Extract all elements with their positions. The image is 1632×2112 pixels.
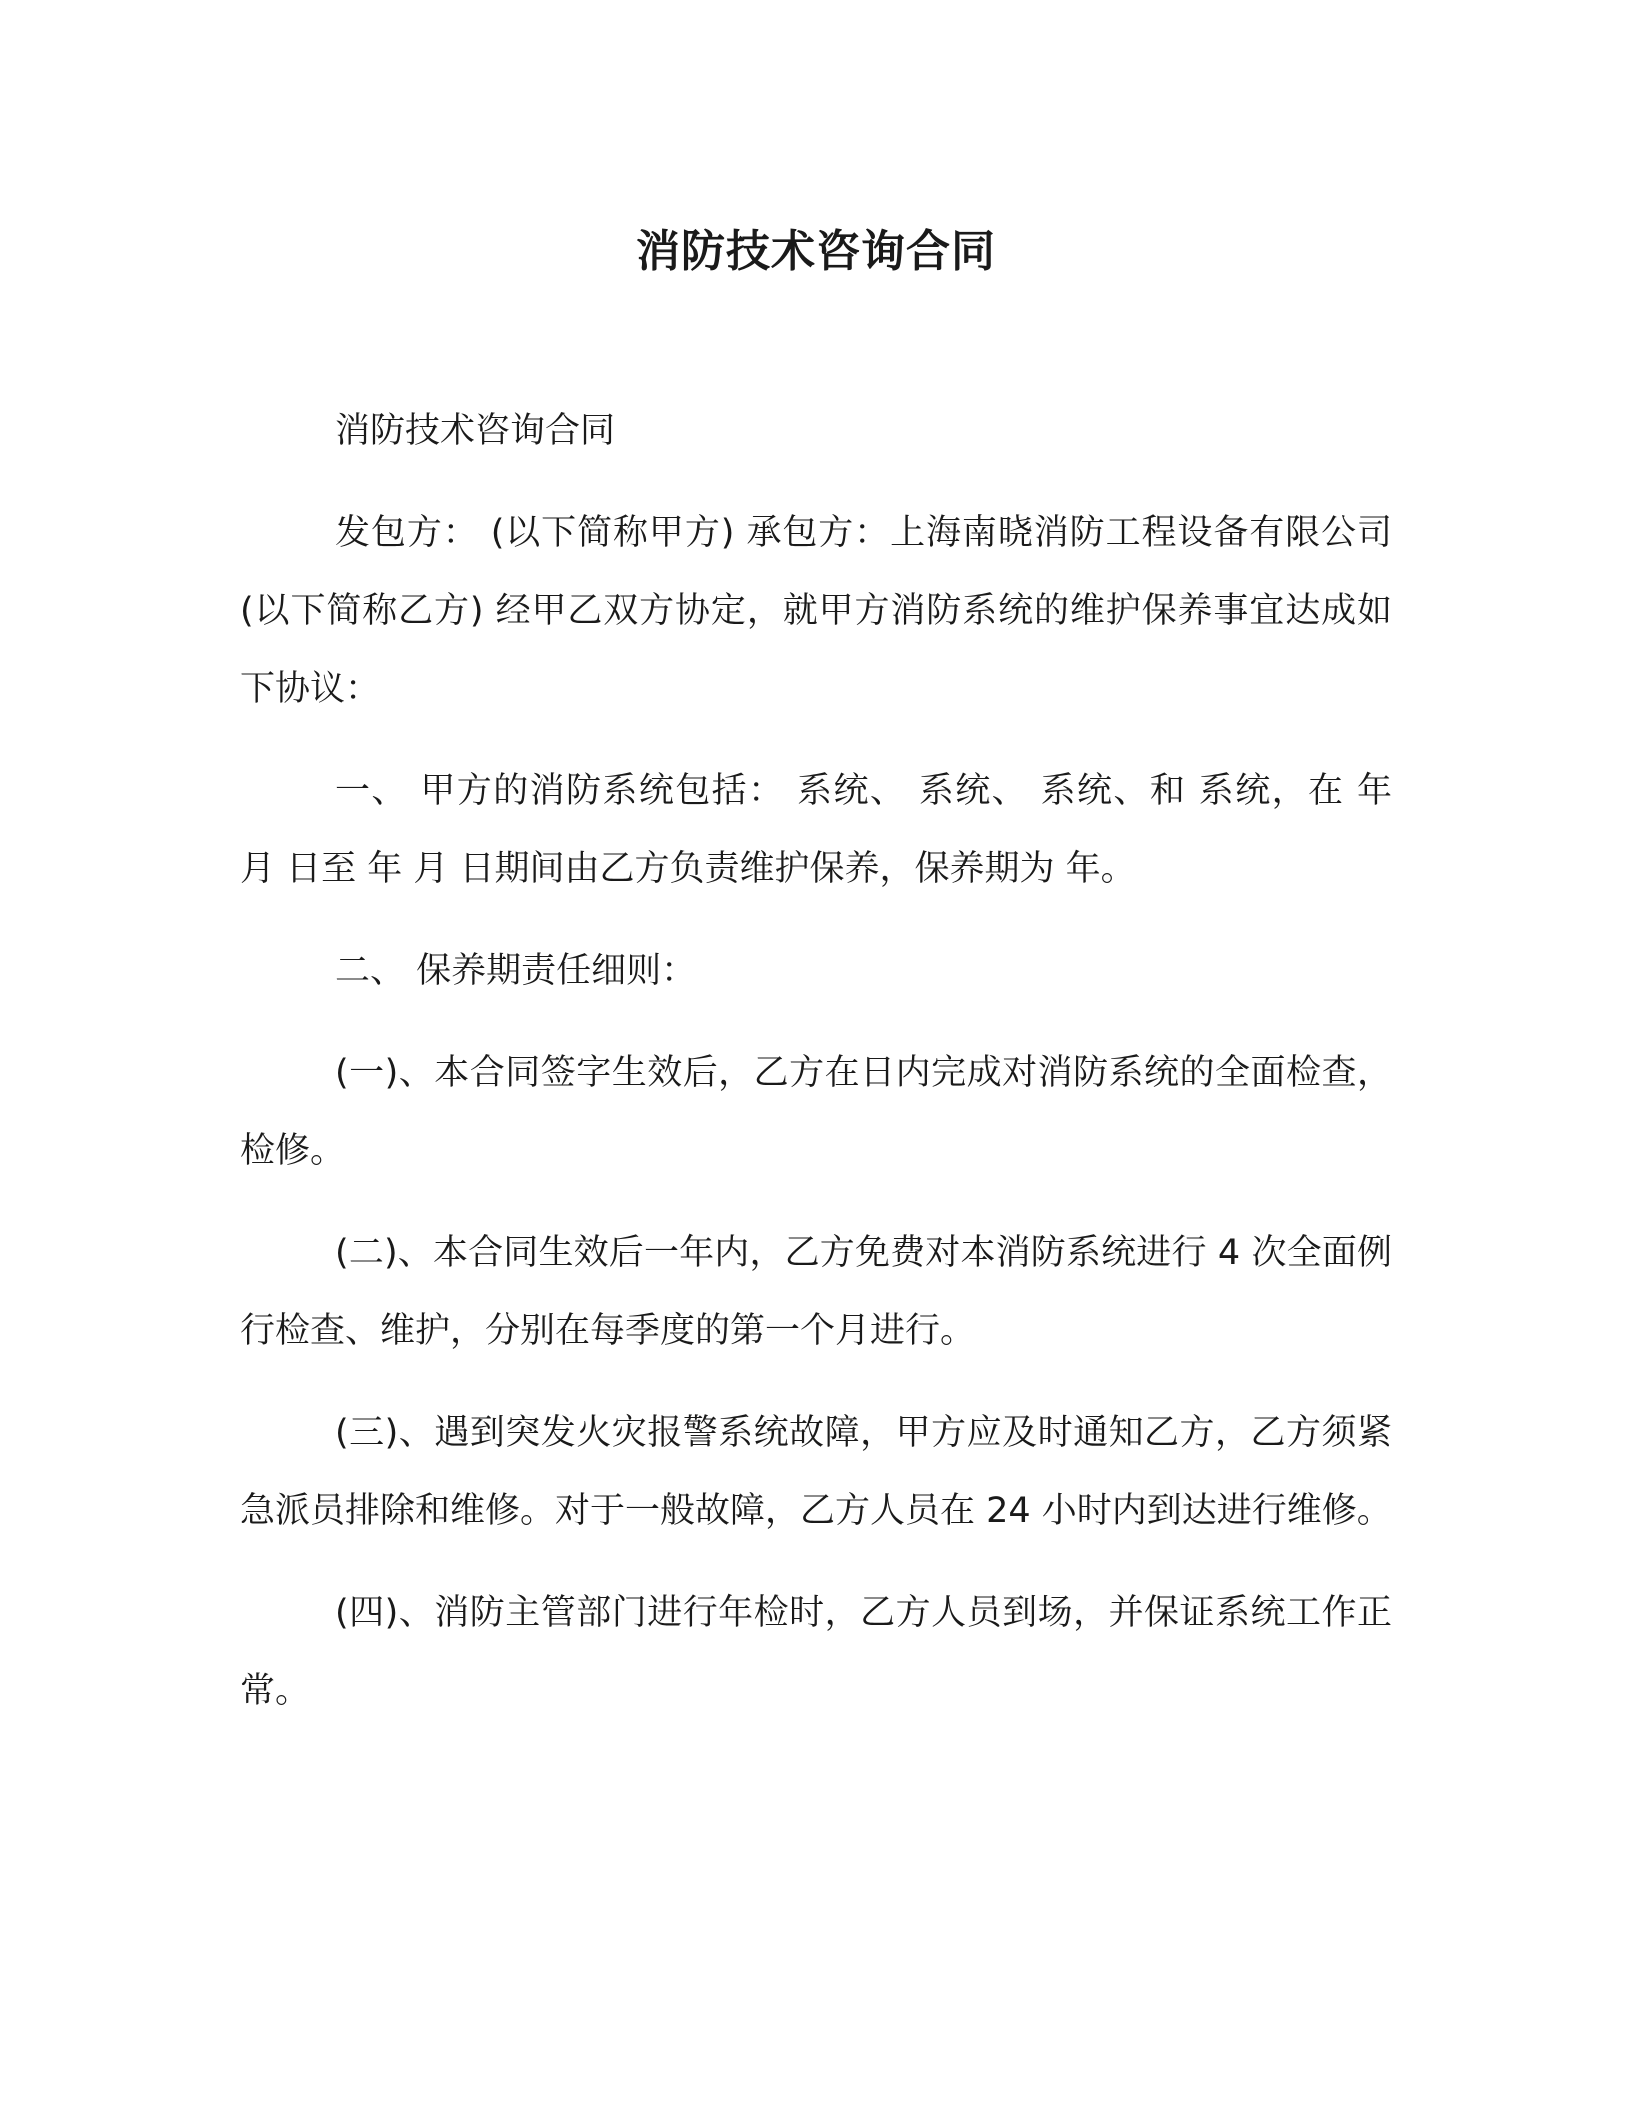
paragraph-parties: 发包方： (以下简称甲方) 承包方：上海南晓消防工程设备有限公司 (以下简称乙方) 经甲乙双方协定，就甲方消防系统的维护保养事宜达成如下协议： xyxy=(240,513,1392,709)
paragraph-item-2: (二)、本合同生效后一年内，乙方免费对本消防系统进行 4 次全面例行检查、维护，分别在每季度的第一个月进行。 xyxy=(240,1233,1392,1351)
paragraph-item-4: (四)、消防主管部门进行年检时，乙方人员到场，并保证系统工作正常。 xyxy=(240,1593,1392,1711)
paragraph-item-3: (三)、遇到突发火灾报警系统故障，甲方应及时通知乙方，乙方须紧急派员排除和维修。对于一般故障，乙方人员在 24 小时内到达进行维修。 xyxy=(240,1413,1392,1531)
document-body xyxy=(240,392,1392,1754)
paragraph-item-1: (一)、本合同签字生效后，乙方在日内完成对消防系统的全面检查，检修。 xyxy=(240,1053,1392,1171)
paragraph-subtitle: 消防技术咨询合同 xyxy=(335,411,616,451)
paragraph-clause-1: 一、 甲方的消防系统包括： 系统、 系统、 系统、和 系统，在 年 月 日至 年 月 日期间由乙方负责维护保养，保养期为 年。 xyxy=(240,771,1392,889)
document-title: 消防技术咨询合同 xyxy=(636,226,996,277)
paragraph-clause-2-heading: 二、 保养期责任细则： xyxy=(335,951,697,991)
